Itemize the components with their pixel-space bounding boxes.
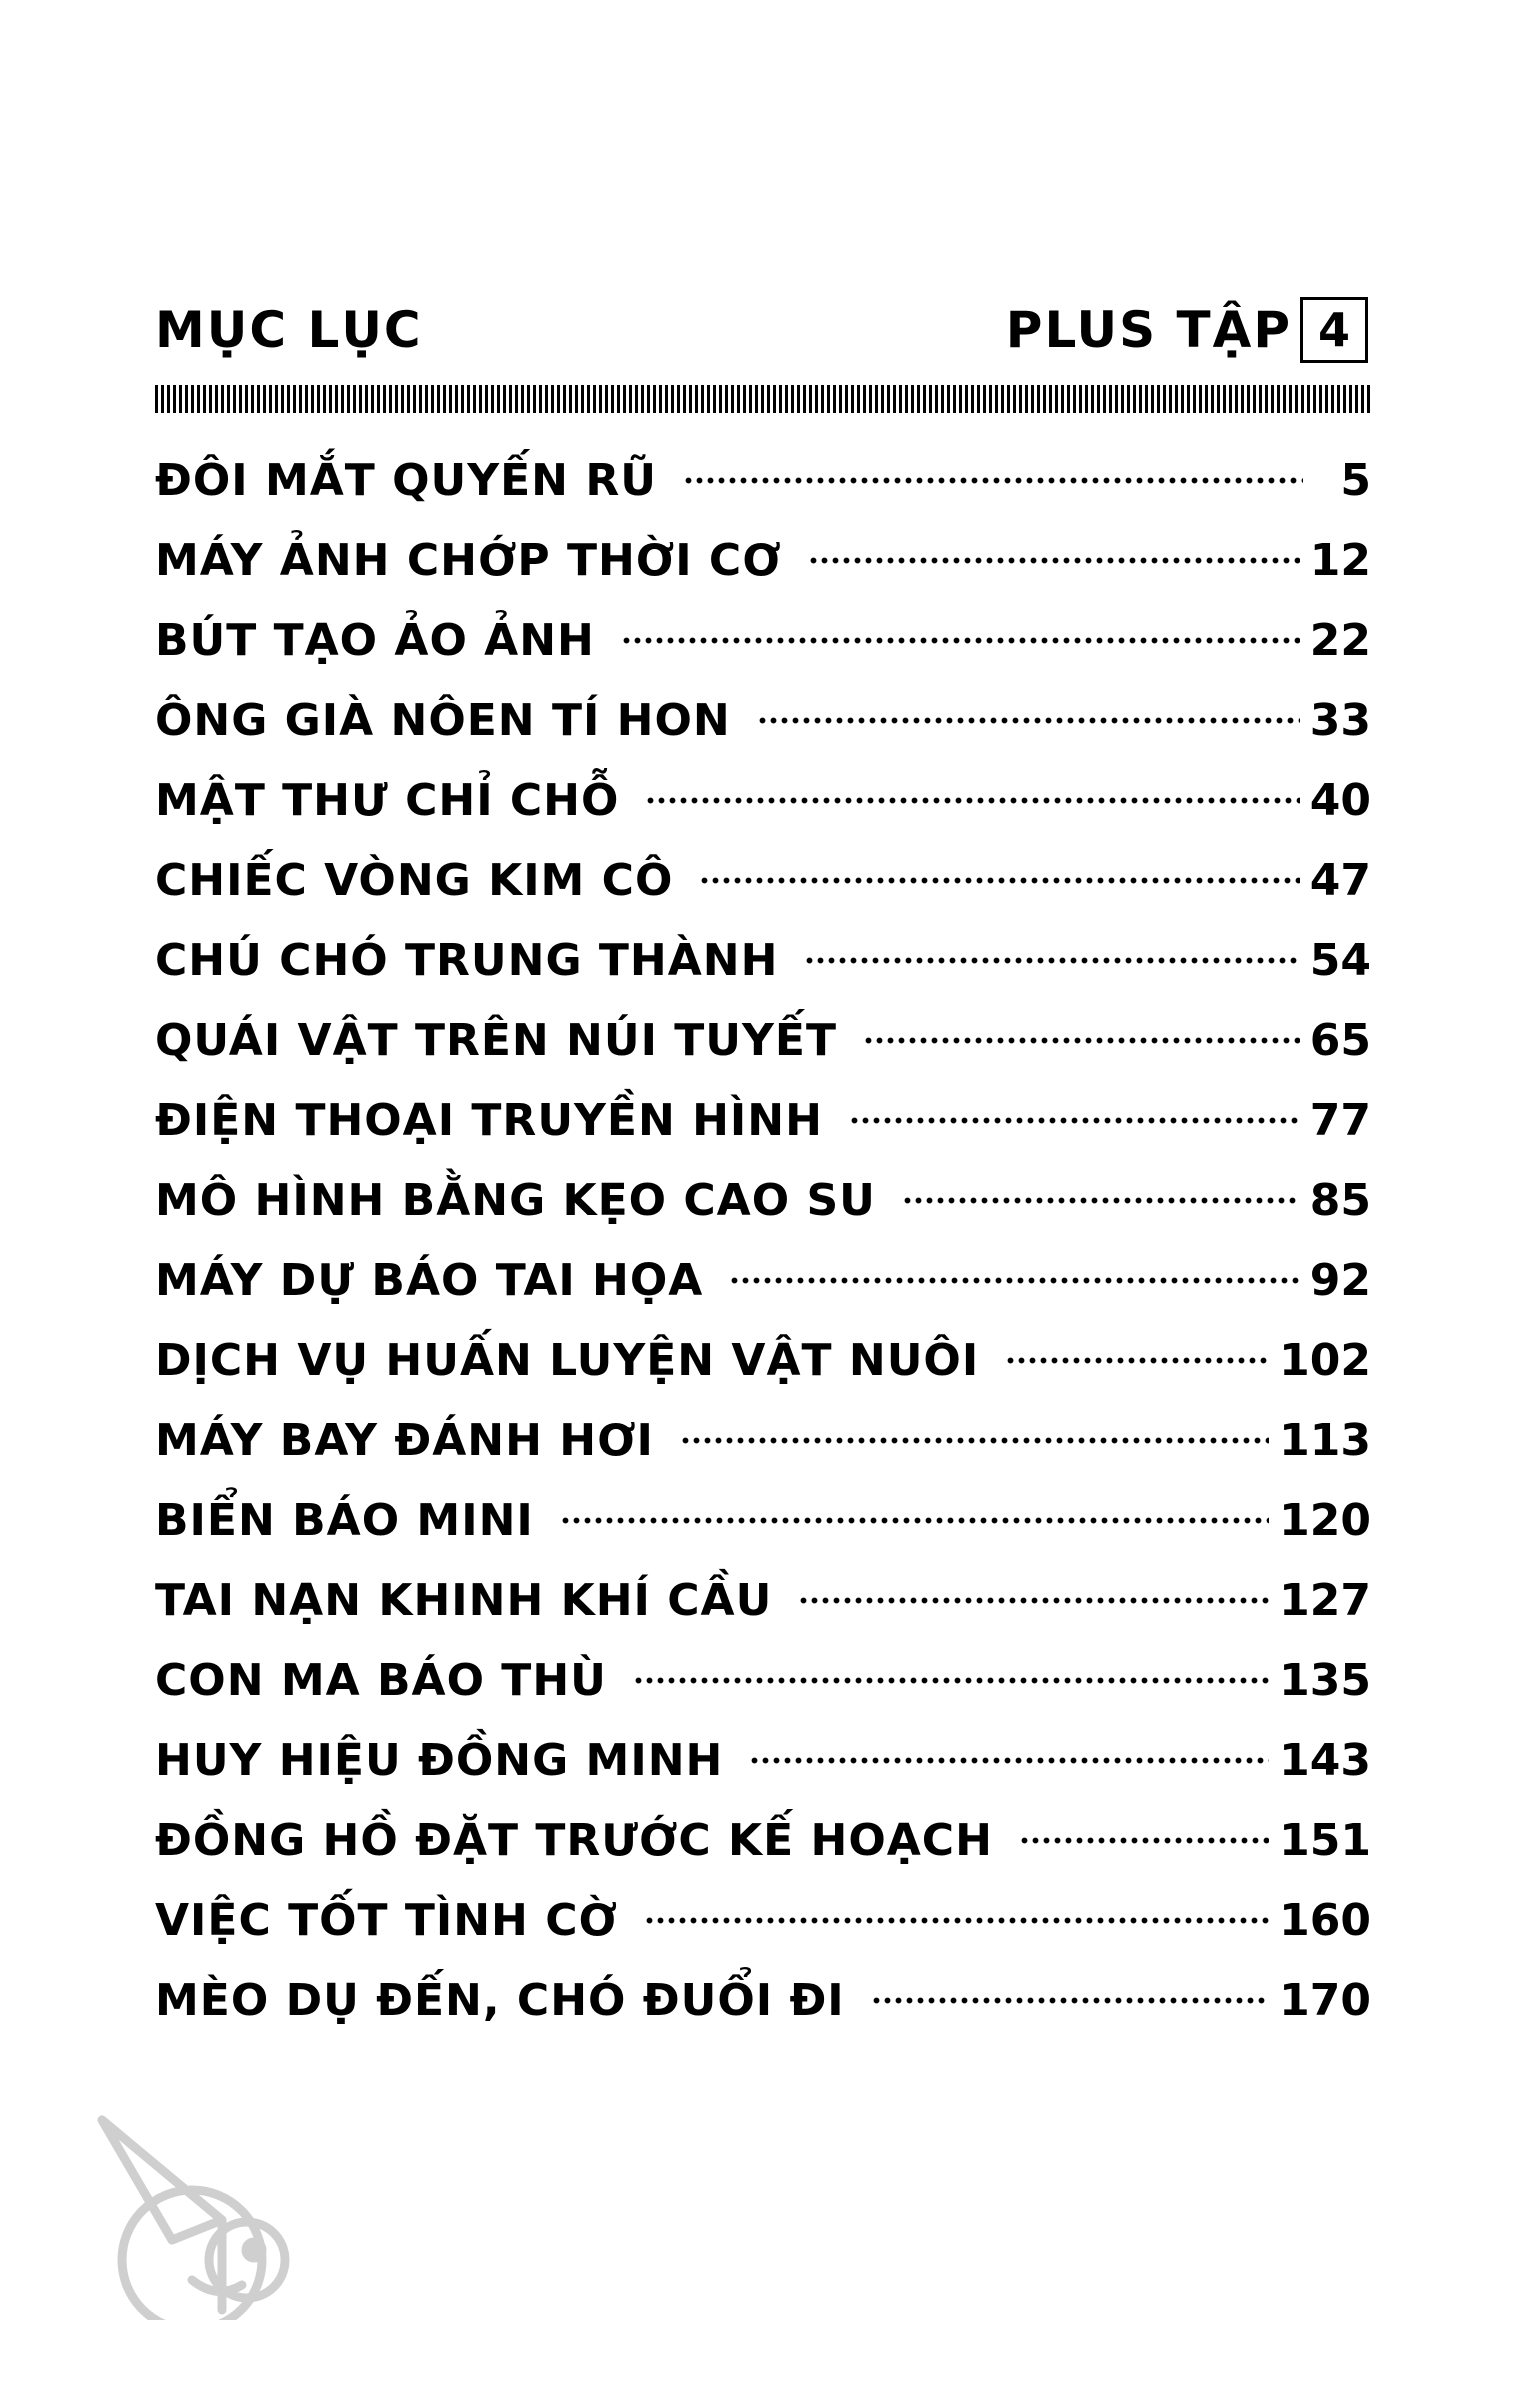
toc-entry xyxy=(155,1000,1371,1080)
toc-dot-leader xyxy=(804,957,1299,964)
toc-entry xyxy=(155,1400,1371,1480)
toc-dot-leader xyxy=(798,1597,1269,1604)
toc-entry-title: ÔNG GIÀ NÔEN TÍ HON xyxy=(155,694,731,746)
toc-dot-leader xyxy=(871,1997,1269,2004)
toc-entry-title: MÈO DỤ ĐẾN, CHÓ ĐUỔI ĐI xyxy=(155,1974,845,2026)
volume-label xyxy=(1006,300,1368,360)
toc-dot-leader xyxy=(1005,1357,1269,1364)
toc-entry-page-number: 113 xyxy=(1279,1414,1371,1466)
toc-entry xyxy=(155,1240,1371,1320)
toc-entry-title: CHÚ CHÓ TRUNG THÀNH xyxy=(155,934,779,986)
toc-entry-page-number: 92 xyxy=(1309,1254,1371,1306)
toc-entry-title: MÁY DỰ BÁO TAI HỌA xyxy=(155,1254,704,1306)
volume-number: 4 xyxy=(1300,297,1368,363)
toc-entry xyxy=(155,760,1371,840)
toc-entry xyxy=(155,920,1371,1000)
toc-entry-page-number: 5 xyxy=(1340,454,1371,506)
toc-entry-title: MÔ HÌNH BẰNG KẸO CAO SU xyxy=(155,1174,876,1226)
header-divider xyxy=(155,385,1371,413)
toc-entry xyxy=(155,1160,1371,1240)
toc-entry-title: MẬT THƯ CHỈ CHỖ xyxy=(155,774,620,826)
toc-entry xyxy=(155,1720,1371,1800)
toc-entry-page-number: 160 xyxy=(1279,1894,1371,1946)
toc-entry-page-number: 22 xyxy=(1309,614,1371,666)
toc-entry-page-number: 143 xyxy=(1279,1734,1371,1786)
toc-dot-leader xyxy=(645,797,1299,804)
toc-entry-page-number: 85 xyxy=(1309,1174,1371,1226)
toc-entry xyxy=(155,1480,1371,1560)
toc-entry-title: ĐIỆN THOẠI TRUYỀN HÌNH xyxy=(155,1094,823,1146)
toc-entry xyxy=(155,840,1371,920)
toc-entry xyxy=(155,1880,1371,1960)
toc-dot-leader xyxy=(863,1037,1300,1044)
toc-entry xyxy=(155,1640,1371,1720)
toc-entry xyxy=(155,1560,1371,1640)
toc-entry-title: CHIẾC VÒNG KIM CÔ xyxy=(155,854,674,906)
toc-dot-leader xyxy=(560,1517,1269,1524)
toc-entry-page-number: 33 xyxy=(1309,694,1371,746)
toc-list xyxy=(155,440,1371,2040)
toc-dot-leader xyxy=(1019,1837,1269,1844)
toc-entry-page-number: 120 xyxy=(1279,1494,1371,1546)
toc-entry-page-number: 77 xyxy=(1309,1094,1371,1146)
toc-dot-leader xyxy=(808,557,1300,564)
toc-entry-title: MÁY ẢNH CHỚP THỜI CƠ xyxy=(155,534,782,586)
series-label: PLUS TẬP xyxy=(1005,301,1292,359)
toc-entry-title: BÚT TẠO ẢO ẢNH xyxy=(155,614,595,666)
toc-entry-page-number: 151 xyxy=(1279,1814,1371,1866)
toc-entry-title: ĐÔI MẮT QUYẾN RŨ xyxy=(155,454,657,506)
toc-entry-page-number: 65 xyxy=(1309,1014,1371,1066)
toc-entry xyxy=(155,440,1371,520)
toc-entry-page-number: 127 xyxy=(1279,1574,1371,1626)
page-title: MỤC LỤC xyxy=(155,301,423,359)
toc-entry-title: MÁY BAY ĐÁNH HƠI xyxy=(155,1414,654,1466)
toc-entry xyxy=(155,680,1371,760)
toc-entry-title: TAI NẠN KHINH KHÍ CẦU xyxy=(155,1574,773,1626)
toc-entry-page-number: 102 xyxy=(1279,1334,1371,1386)
toc-dot-leader xyxy=(757,717,1300,724)
toc-entry-title: HUY HIỆU ĐỒNG MINH xyxy=(155,1734,724,1786)
toc-entry-title: BIỂN BÁO MINI xyxy=(155,1494,534,1546)
toc-entry xyxy=(155,1320,1371,1400)
toc-entry-page-number: 135 xyxy=(1279,1654,1371,1706)
toc-entry-title: ĐỒNG HỒ ĐẶT TRƯỚC KẾ HOẠCH xyxy=(155,1814,993,1866)
toc-dot-leader xyxy=(902,1197,1300,1204)
toc-dot-leader xyxy=(849,1117,1300,1124)
publisher-logo-icon xyxy=(72,2100,302,2320)
toc-entry-title: QUÁI VẬT TRÊN NÚI TUYẾT xyxy=(155,1014,837,1066)
toc-dot-leader xyxy=(699,877,1299,884)
toc-entry-title: VIỆC TỐT TÌNH CỜ xyxy=(155,1894,618,1946)
toc-entry-page-number: 54 xyxy=(1309,934,1371,986)
toc-dot-leader xyxy=(644,1917,1269,1924)
toc-dot-leader xyxy=(633,1677,1269,1684)
toc-dot-leader xyxy=(749,1757,1269,1764)
toc-entry-page-number: 40 xyxy=(1309,774,1371,826)
toc-entry-title: DỊCH VỤ HUẤN LUYỆN VẬT NUÔI xyxy=(155,1334,980,1386)
toc-dot-leader xyxy=(621,637,1300,644)
toc-entry xyxy=(155,1080,1371,1160)
toc-dot-leader xyxy=(680,1437,1269,1444)
toc-entry-page-number: 170 xyxy=(1279,1974,1371,2026)
toc-dot-leader xyxy=(683,477,1303,484)
toc-entry-title: CON MA BÁO THÙ xyxy=(155,1654,607,1706)
toc-entry xyxy=(155,600,1371,680)
toc-dot-leader xyxy=(729,1277,1299,1284)
toc-entry xyxy=(155,520,1371,600)
toc-entry xyxy=(155,1800,1371,1880)
toc-entry-page-number: 12 xyxy=(1309,534,1371,586)
toc-entry-page-number: 47 xyxy=(1309,854,1371,906)
toc-entry xyxy=(155,1960,1371,2040)
